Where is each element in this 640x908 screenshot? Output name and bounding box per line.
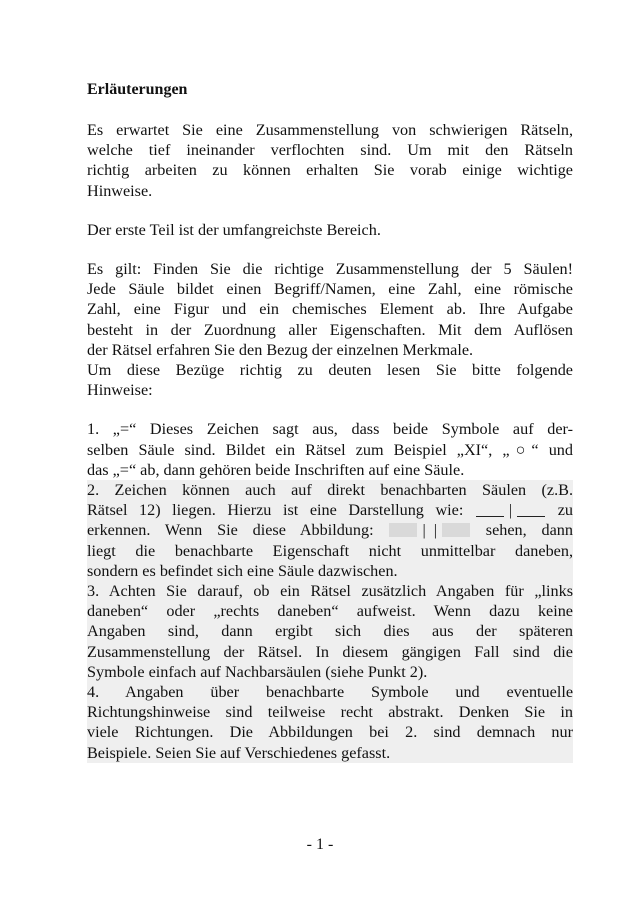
text-fragment: erkennen. Wenn Sie diese Abbildung: <box>87 521 374 540</box>
heading: Erläuterungen <box>87 81 188 98</box>
text-line: der Rätsel erfahren Sie den Bezug der einzelnen Merkmale. <box>87 340 474 359</box>
text-line: Zahl, eine Figur und ein chemisches Element ab. Ihre Aufgabe <box>87 300 573 319</box>
text-line: 1. „=“ Dieses Zeichen sagt aus, dass beide Symbole auf der- <box>87 420 573 439</box>
hint-item-4 <box>87 682 573 763</box>
text-fragment: sehen, dann <box>485 521 573 540</box>
gray-box-icon <box>442 523 470 537</box>
part1-paragraph <box>87 220 573 240</box>
text-line: Richtungshinweise sind teilweise recht abstrakt. Denken Sie in <box>87 703 573 722</box>
text-fragment: Rätsel 12) liegen. Hierzu ist eine Darstellung wie: <box>87 501 464 520</box>
text-line: liegt die benachbarte Eigenschaft nicht unmittelbar daneben, <box>87 541 573 560</box>
text-line <box>87 520 573 540</box>
text-line: richtig arbeiten zu können erhalten Sie vorab einige wichtige <box>87 161 573 180</box>
text-line: Es gilt: Finden Sie die richtige Zusammenstellung der 5 Säulen! <box>87 260 573 279</box>
page-number: - 1 - <box>306 836 334 853</box>
text-line: besteht in der Zuordnung aller Eigenschaften. Mit dem Auflösen <box>87 320 573 339</box>
text-line: Hinweise: <box>87 381 153 400</box>
blank-box-icon <box>476 502 504 517</box>
text-line: Hinweise. <box>87 181 153 200</box>
text-line: Zusammenstellung der Rätsel. In diesem gängigen Fall sind die <box>87 642 573 661</box>
text-line: Es erwartet Sie eine Zusammenstellung von schwierigen Rätseln, <box>87 121 573 139</box>
separator-glyph: | <box>422 521 426 540</box>
text-line: Angaben sind, dann ergibt sich dies aus der späteren <box>87 622 573 641</box>
separator-glyph: | <box>433 521 437 540</box>
document-page <box>87 80 573 763</box>
text-line: Um diese Bezüge richtig zu deuten lesen Sie bitte folgende <box>87 361 573 380</box>
text-line: Symbole einfach auf Nachbarsäulen (siehe Punkt 2). <box>87 662 428 681</box>
separator-glyph: | <box>508 501 513 520</box>
text-line: daneben“ oder „rechts daneben“ aufweist. Wenn dazu keine <box>87 602 573 621</box>
text-line <box>87 500 573 520</box>
text-fragment: zu <box>557 501 574 520</box>
intro-paragraph <box>87 120 573 201</box>
text-line: 4. Angaben über benachbarte Symbole und eventuelle <box>87 683 573 702</box>
hint-item-1 <box>87 419 573 480</box>
gray-box-icon <box>389 523 417 537</box>
hint-item-3 <box>87 581 573 682</box>
text-line: selben Säule sind. Bildet ein Rätsel zum Beispiel „XI“, „○“ und <box>87 440 573 459</box>
text-line: Jede Säule bildet einen Begriff/Namen, eine Zahl, eine römische <box>87 280 573 299</box>
text-line: sondern es befindet sich eine Säule dazwischen. <box>87 561 398 580</box>
text-line: Der erste Teil ist der umfangreichste Bereich. <box>87 220 381 239</box>
rules-intro-paragraph <box>87 259 573 400</box>
text-line: 2. Zeichen können auch auf direkt benachbarten Säulen (z.B. <box>87 481 573 500</box>
text-line: viele Richtungen. Die Abbildungen bei 2. sind demnach nur <box>87 723 573 742</box>
blank-box-icon <box>517 502 545 517</box>
text-line: welche tief ineinander verflochten sind. Um mit den Rätseln <box>87 141 573 160</box>
hint-item-2 <box>87 480 573 581</box>
text-line: 3. Achten Sie darauf, ob ein Rätsel zusätzlich Angaben für „links <box>87 582 573 601</box>
text-line: das „=“ ab, dann gehören beide Inschriften auf eine Säule. <box>87 460 465 479</box>
text-line: Beispiele. Seien Sie auf Verschiedenes gefasst. <box>87 743 391 762</box>
